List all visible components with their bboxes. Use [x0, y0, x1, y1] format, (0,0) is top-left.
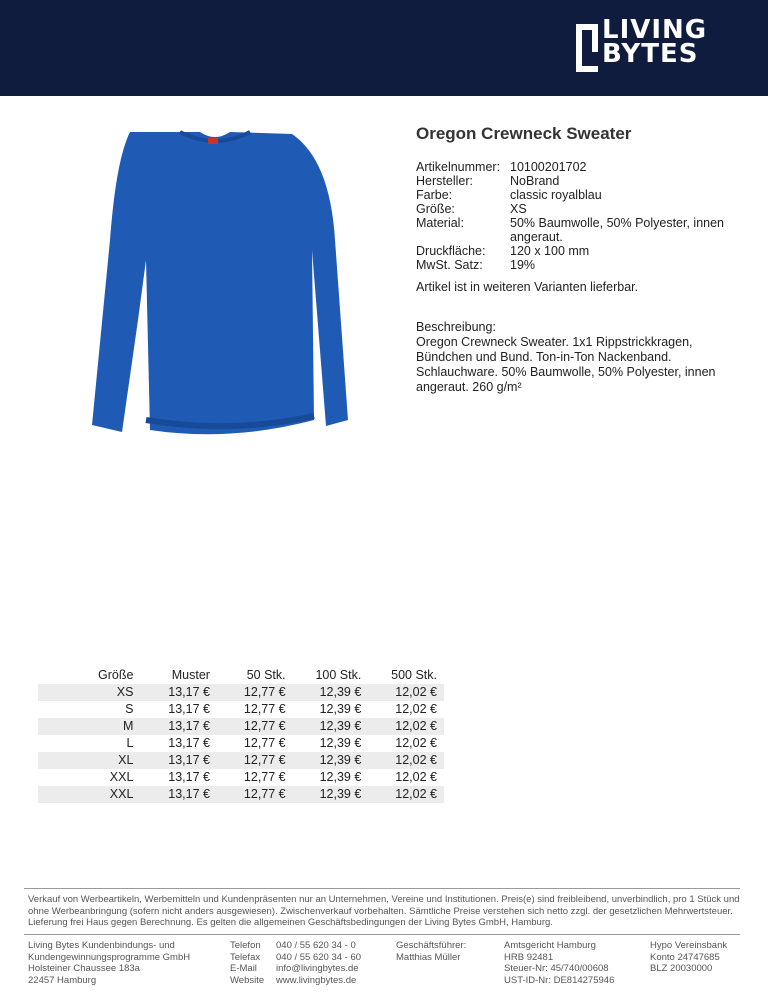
price-cell: 12,02 €: [368, 684, 444, 701]
bank-line: Konto 24747685: [650, 951, 720, 963]
size-cell: M: [38, 718, 140, 735]
spec-row-print-area: [416, 244, 740, 258]
size-cell: XXL: [109, 770, 134, 784]
price-cell: 12,02 €: [368, 752, 444, 769]
price-cell: 12,02 €: [395, 702, 437, 716]
price-table: [38, 667, 444, 803]
spec-label: Hersteller:: [416, 174, 473, 188]
product-specs: [416, 160, 740, 272]
price-cell: 13,17 €: [140, 786, 217, 803]
spec-label: Farbe:: [416, 188, 453, 202]
email-link[interactable]: info@livingbytes.de: [276, 963, 359, 974]
price-table-header: [38, 667, 444, 684]
price-row: [38, 769, 444, 786]
price-cell: 12,77 €: [243, 736, 286, 750]
address-line: Kundengewinnungsprogramme GmbH: [28, 951, 191, 963]
size-cell: XXL: [38, 786, 140, 803]
spec-value: 120 x 100 mm: [510, 244, 590, 258]
size-cell: XL: [38, 752, 140, 769]
spec-value: XS: [510, 202, 527, 216]
bank-info: [650, 940, 727, 975]
contact-value: 040 / 55 620 34 - 0: [276, 940, 356, 951]
price-cell: 12,39 €: [319, 736, 362, 750]
price-row: [38, 735, 444, 752]
bank-line: Hypo Vereinsbank: [650, 940, 728, 951]
company-address: [28, 940, 190, 986]
product-description: [416, 320, 746, 395]
size-cell: XS: [38, 684, 140, 701]
spec-value: 50% Baumwolle, 50% Polyester, innen angeraut.: [510, 216, 725, 244]
price-row: [38, 718, 444, 735]
brand-line-1: LIVING: [602, 15, 708, 45]
spec-row-color: [416, 188, 740, 202]
management-line: Geschäftsführer:: [396, 940, 467, 951]
spec-row-size: [416, 202, 740, 216]
price-cell: 12,39 €: [293, 786, 369, 803]
price-cell: 12,77 €: [217, 684, 293, 701]
footer-divider: [24, 888, 740, 889]
header-size: Größe: [38, 667, 140, 684]
spec-row-article-number: [416, 160, 740, 174]
header-50: 50 Stk.: [217, 667, 293, 684]
price-cell: 12,02 €: [368, 786, 444, 803]
website-link[interactable]: www.livingbytes.de: [276, 974, 357, 986]
contact-label: Telefax: [230, 951, 261, 963]
registry-info: [504, 940, 614, 986]
spec-label: Größe:: [416, 202, 455, 216]
price-row: [38, 701, 444, 718]
price-cell: 12,02 €: [395, 736, 437, 750]
price-cell: 12,77 €: [217, 786, 293, 803]
price-cell: 12,77 €: [243, 770, 286, 784]
brand-line-2: BYTES: [602, 39, 699, 69]
price-row: [38, 684, 444, 701]
price-cell: 13,17 €: [168, 770, 210, 784]
spec-label: Material:: [416, 216, 464, 230]
price-cell: 12,77 €: [243, 702, 286, 716]
footer-divider: [24, 934, 740, 935]
price-cell: 12,77 €: [217, 718, 293, 735]
price-cell: 12,39 €: [293, 718, 369, 735]
registry-line: UST-ID-Nr: DE814275946: [504, 974, 615, 986]
size-cell: L: [126, 736, 134, 750]
price-cell: 13,17 €: [168, 736, 210, 750]
sweater-product-image: [30, 120, 400, 450]
address-line: Living Bytes Kundenbindungs- und: [28, 940, 175, 951]
address-line: Holsteiner Chaussee 183a: [28, 963, 140, 974]
price-cell: 13,17 €: [168, 702, 210, 716]
product-title: Oregon Crewneck Sweater: [416, 124, 632, 143]
price-cell: 12,39 €: [319, 770, 362, 784]
registry-line: Steuer-Nr: 45/740/00608: [504, 963, 609, 974]
legal-disclaimer: Verkauf von Werbeartikeln, Werbemitteln und Kundenpräsenten nur an Unternehmen, Vereine und Institutionen. Preis(e) sind freibleibend, unverbindlich, pro 1 Stück und ohne Werbeanbringung (sofern nicht anders ausgewiesen). Zwischenverkauf vorbehalten. Sämtliche Preise verstehen sich netto zzgl. der gesetzlichen Mehrwertsteuer. Lieferung frei Haus gegen Berechnung. Es gelten die allgemeinen Geschäftsbedingungen der Living Bytes GmbH, Hamburg.: [28, 894, 740, 928]
description-label: Beschreibung:: [416, 320, 496, 334]
price-row: [38, 786, 444, 803]
spec-row-manufacturer: [416, 174, 740, 188]
address-line: 22457 Hamburg: [28, 974, 97, 986]
variants-note: Artikel ist in weiteren Varianten lieferbar.: [416, 280, 639, 294]
header-100: 100 Stk.: [293, 667, 369, 684]
spec-row-vat: [416, 258, 740, 272]
header-sample: Muster: [140, 667, 217, 684]
price-cell: 12,02 €: [395, 770, 437, 784]
bank-line: BLZ 20030000: [650, 963, 713, 974]
price-cell: 12,02 €: [368, 718, 444, 735]
contact-value: 040 / 55 620 34 - 60: [276, 951, 362, 963]
page-header: [0, 0, 768, 96]
contact-label: Website: [230, 974, 265, 986]
registry-line: Amtsgericht Hamburg: [504, 940, 596, 951]
price-cell: 13,17 €: [140, 718, 217, 735]
price-cell: 12,39 €: [293, 684, 369, 701]
price-cell: 13,17 €: [140, 752, 217, 769]
spec-label: MwSt. Satz:: [416, 258, 483, 272]
header-500: 500 Stk.: [368, 667, 444, 684]
registry-line: HRB 92481: [504, 951, 554, 963]
description-text: Oregon Crewneck Sweater. 1x1 Rippstrickkragen, Bündchen und Bund. Ton-in-Ton Nackenband. Schlauchware. 50% Baumwolle, 50% Polyester, innen angeraut. 260 g/m²: [416, 335, 716, 394]
spec-value: 19%: [510, 258, 536, 272]
brand-wordmark: [602, 15, 708, 69]
management-info: [396, 940, 466, 963]
spec-value: classic royalblau: [510, 188, 602, 202]
management-line: Matthias Müller: [396, 951, 461, 963]
spec-label: Druckfläche:: [416, 244, 486, 258]
spec-row-material: [416, 216, 740, 244]
spec-label: Artikelnummer:: [416, 160, 501, 174]
spec-value: 10100201702: [510, 160, 587, 174]
contact-label: E-Mail: [230, 963, 257, 974]
price-cell: 12,77 €: [217, 752, 293, 769]
contact-info: [230, 940, 361, 986]
spec-value: NoBrand: [510, 174, 560, 188]
price-cell: 12,39 €: [319, 702, 362, 716]
price-cell: 13,17 €: [140, 684, 217, 701]
contact-label: Telefon: [230, 940, 261, 951]
price-row: [38, 752, 444, 769]
size-cell: S: [125, 702, 134, 716]
price-cell: 12,39 €: [293, 752, 369, 769]
